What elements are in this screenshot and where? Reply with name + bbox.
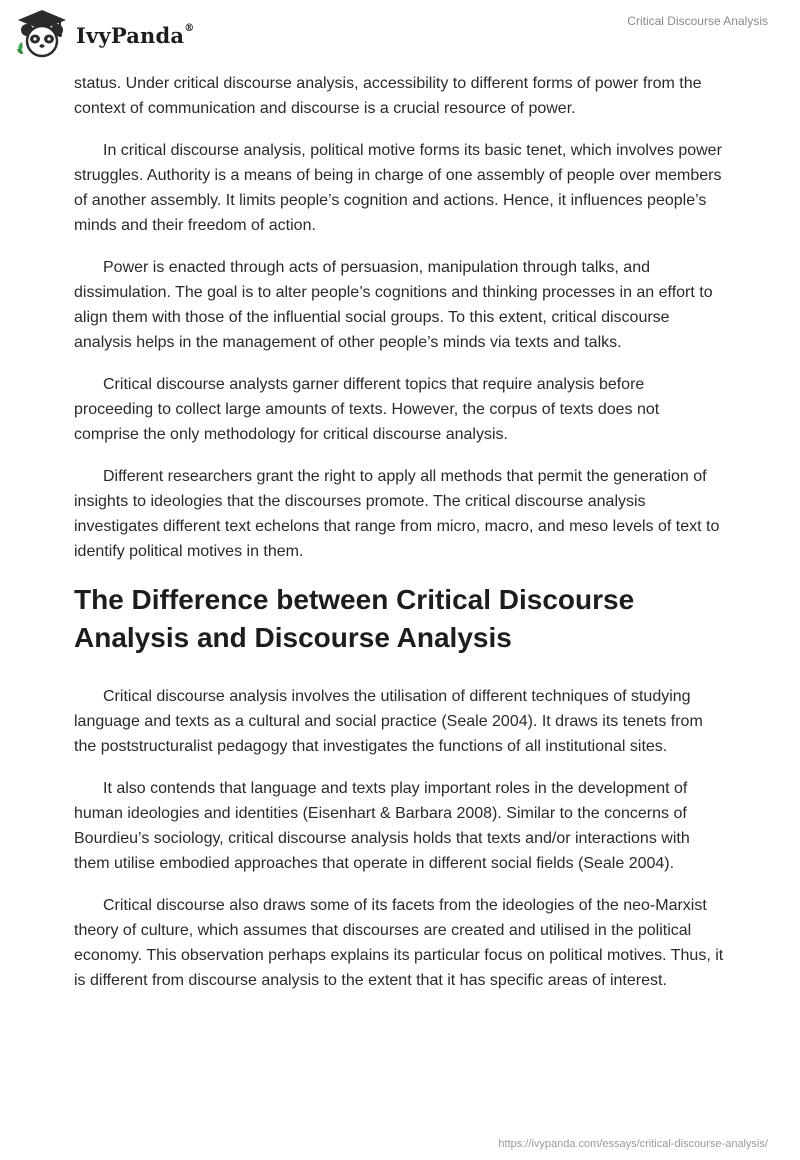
section-heading: The Difference between Critical Discourse Analysis and Discourse Analysis <box>74 584 635 653</box>
paragraph: Critical discourse analysts garner different topics that require analysis before proceeding to collect large amounts of texts. However, the corpus of texts does not comprise the only methodology for critical discourse analysis. <box>74 376 660 443</box>
logo[interactable] <box>14 8 194 58</box>
paragraph: status. Under critical discourse analysis, accessibility to different forms of power from the context of communication and discourse is a crucial resource of power. <box>74 75 702 117</box>
page-header <box>0 0 800 70</box>
panda-logo-icon <box>14 8 70 58</box>
source-url[interactable]: https://ivypanda.com/essays/critical-discourse-analysis/ <box>498 1138 768 1150</box>
paragraph: Critical discourse also draws some of its facets from the ideologies of the neo-Marxist theory of culture, which assumes that discourses are created and utilised in the political economy. This observation perhaps explains its particular focus on political motives. Thus, it is different from discourse analysis to the extent that it has specific areas of interest. <box>74 897 724 989</box>
registered-mark: ® <box>184 22 195 34</box>
paragraph: Power is enacted through acts of persuasion, manipulation through talks, and dissimulation. The goal is to alter people’s cognitions and thinking processes in an effort to align them with those of the influential social groups. To this extent, critical discourse analysis helps in the management of other people’s minds via texts and talks. <box>74 259 713 351</box>
paragraph: Critical discourse analysis involves the utilisation of different techniques of studying language and texts as a cultural and social practice (Seale 2004). It draws its tenets from the poststructuralist pedagogy that investigates the functions of all institutional sites. <box>74 688 703 755</box>
brand-name: IvyPanda® <box>76 22 195 48</box>
document-title: Critical Discourse Analysis <box>627 14 768 28</box>
paragraph: Different researchers grant the right to apply all methods that permit the generation of insights to ideologies that the discourses promote. The critical discourse analysis investigates different text echelons that range from micro, macro, and meso levels of text to identify political motives in them. <box>74 468 720 560</box>
paragraph: In critical discourse analysis, political motive forms its basic tenet, which involves power struggles. Authority is a means of being in charge of one assembly of people over members of another assembly. It limits people’s cognition and actions. Hence, it influences people’s minds and their freedom of action. <box>74 142 722 234</box>
paragraph: It also contends that language and texts play important roles in the development of human ideologies and identities (Eisenhart & Barbara 2008). Similar to the concerns of Bourdieu’s sociology, critical discourse analysis holds that texts and/or interactions with them utilise embodied approaches that operate in different social fields (Seale 2004). <box>74 780 690 872</box>
article-body <box>74 71 724 1010</box>
